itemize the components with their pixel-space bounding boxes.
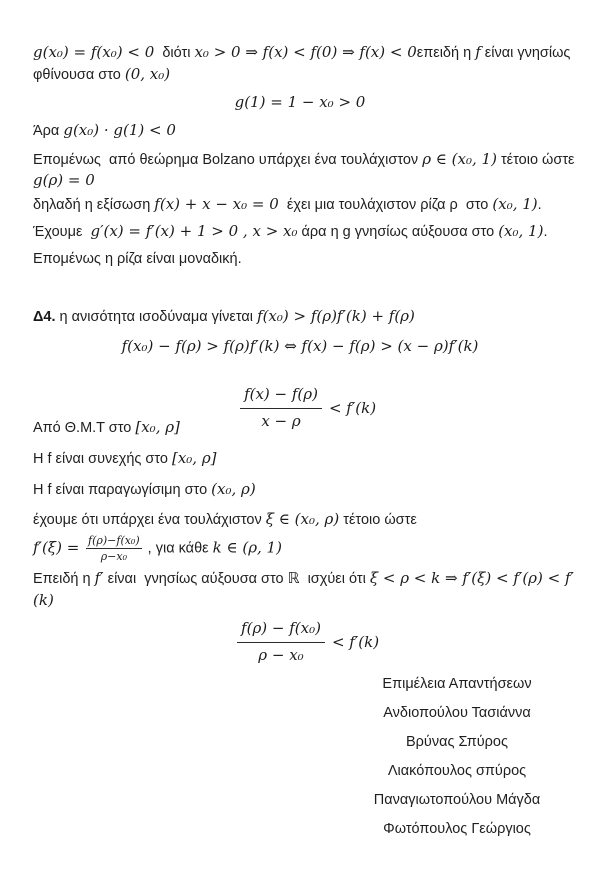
inline-fraction-numerator: f(ρ)−f(x₀)	[88, 534, 140, 547]
mvt-mid-text: , για κάθε	[143, 540, 213, 557]
credit-name: Λιακόπουλος σπύρος	[387, 763, 527, 779]
d3-bolzano-product-line: Άρα g(x₀) · g(1) < 0	[33, 121, 176, 139]
d3-sign-line-1: g(x₀) = f(x₀) < 0 διότι x₀ > 0 ⇒ f(x) < f(0) ⇒ f(x) < 0επειδή η f είναι γνησίως	[33, 43, 571, 61]
fraction-denominator: x − ρ	[261, 412, 301, 430]
d4-difference-quotient-inequality	[0, 363, 600, 453]
mvt-continuity-line: Η f είναι συνεχής στο [x₀, ρ]	[33, 449, 217, 467]
mvt-existence-line: έχουμε ότι υπάρχει ένα τουλάχιστον ξ ∈ (x₀, ρ) τέτοιο ώστε	[33, 510, 417, 528]
mvt-interval-line: Από Θ.Μ.Τ στο [x₀, ρ]	[33, 418, 180, 436]
fraction	[237, 618, 325, 666]
d4-heading-line: Δ4. η ανισότητα ισοδύναμα γίνεται f(x₀) > f(ρ)f′(k) + f(ρ)	[33, 307, 415, 325]
credit-name: Φωτόπουλος Γεώργιος	[383, 821, 531, 837]
d3-monotonicity-line: Έχουμε g′(x) = f′(x) + 1 > 0 , x > x₀ άρα η g γνησίως αύξουσα στο (x₀, 1).	[33, 222, 548, 240]
credit-name: Παναγιωτοπούλου Μάγδα	[373, 792, 541, 808]
d4-equivalent-inequality: f(x₀) − f(ρ) > f(ρ)f′(k) ⇔ f(x) − f(ρ) > (x − ρ)f′(k)	[121, 337, 479, 355]
equation-g1-positive: g(1) = 1 − x₀ > 0	[234, 93, 366, 111]
mvt-lhs: f′(ξ) =	[33, 538, 85, 557]
fraction-rhs: < f′(k)	[331, 632, 380, 651]
fraction-numerator: f(x) − f(ρ)	[240, 384, 322, 409]
d3-sign-line-2: φθίνουσα στο (0, x₀)	[33, 65, 171, 83]
fraction-numerator: f(ρ) − f(x₀)	[237, 618, 325, 643]
inline-fraction	[86, 534, 142, 563]
fraction-rhs: < f′(k)	[328, 398, 377, 417]
mvt-differentiability-line: Η f είναι παραγωγίσιμη στο (x₀, ρ)	[33, 480, 256, 498]
d3-uniqueness-line: Επομένως η ρίζα είναι μοναδική.	[33, 251, 242, 267]
fraction-denominator: ρ − x₀	[258, 646, 304, 664]
credits-block	[307, 674, 600, 848]
inline-fraction-denominator: ρ−x₀	[100, 550, 127, 563]
credits-title: Επιμέλεια Απαντήσεων	[382, 676, 532, 692]
d3-bolzano-conclusion-line-1: Επομένως από θεώρημα Bolzano υπάρχει ένα τουλάχιστον ρ ∈ (x₀, 1) τέτοιο ώστε	[33, 150, 575, 168]
d3-root-existence-line: δηλαδή η εξίσωση f(x) + x − x₀ = 0 έχει μια τουλάχιστον ρίζα ρ στο (x₀, 1).	[33, 195, 542, 213]
mvt-derivative-value-line	[33, 534, 580, 563]
mvt-tail: k ∈ (ρ, 1)	[212, 538, 282, 557]
increasing-derivative-line: Επειδή η f′ είναι γνησίως αύξουσα στο ℝ ισχύει ότι ξ < ρ < k ⇒ f′(ξ) < f′(ρ) < f′(k)	[33, 569, 574, 609]
d3-bolzano-conclusion-line-2: g(ρ) = 0	[33, 171, 95, 189]
credit-name: Ανδιοπούλου Τασιάννα	[383, 705, 531, 721]
credit-name: Βρύνας Σπύρος	[405, 734, 508, 750]
